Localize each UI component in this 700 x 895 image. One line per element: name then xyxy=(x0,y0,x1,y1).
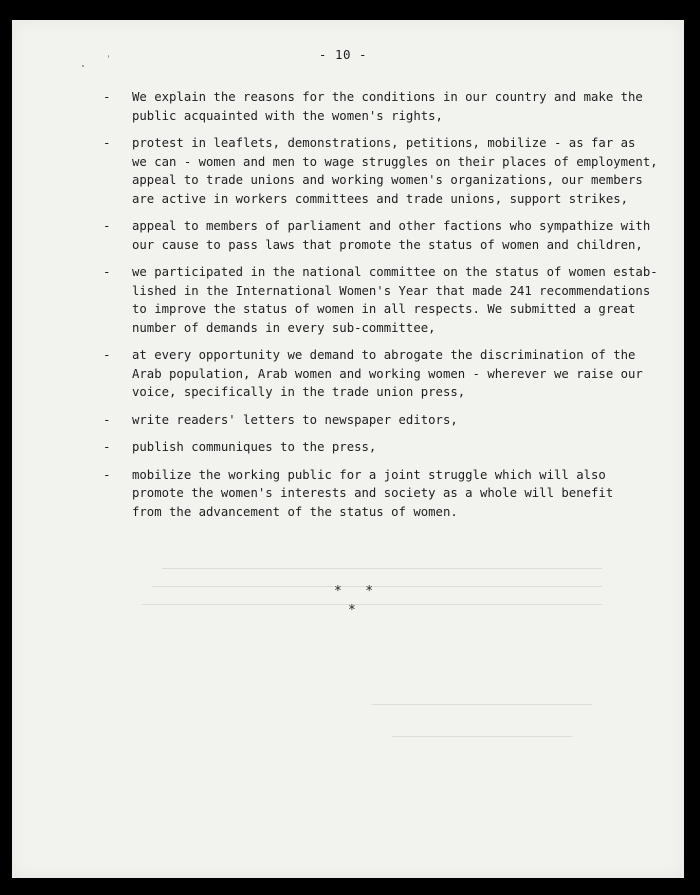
text-line: we participated in the national committee on the status of women estab- xyxy=(132,265,658,279)
bullet-dash: - xyxy=(103,347,111,362)
text-line: public acquainted with the women's rights, xyxy=(132,108,443,123)
text-line: are active in workers committees and trade unions, support strikes, xyxy=(132,191,629,206)
show-through-line xyxy=(142,604,602,605)
list-item-text xyxy=(132,466,613,522)
list-item-text xyxy=(132,346,643,402)
bullet-dash: - xyxy=(103,411,111,427)
text-line: mobilize the working public for a joint struggle which will also xyxy=(132,467,606,482)
text-line: our cause to pass laws that promote the status of women and children, xyxy=(132,237,643,252)
text-line: at every opportunity we demand to abrogate the discrimination of the xyxy=(132,348,636,362)
bullet-dash: - xyxy=(103,439,111,454)
text-line: publish communiques to the press, xyxy=(132,440,377,454)
list-item xyxy=(103,263,658,337)
list-item xyxy=(103,411,603,430)
list-item xyxy=(103,466,614,522)
bullet-list xyxy=(103,88,658,530)
text-line: number of demands in every sub-committee, xyxy=(132,320,436,335)
text-line: We explain the reasons for the conditions in our country and make the xyxy=(132,90,643,104)
list-item-text xyxy=(132,263,658,337)
list-item xyxy=(103,88,643,125)
list-item xyxy=(103,438,603,457)
show-through-line xyxy=(392,736,572,737)
show-through-line xyxy=(372,704,592,705)
bullet-dash: - xyxy=(103,218,111,233)
list-item-text xyxy=(132,411,603,430)
bullet-dash: - xyxy=(103,89,111,104)
paper-speck xyxy=(82,65,84,67)
text-line: from the advancement of the status of women. xyxy=(132,504,458,519)
text-line: lished in the International Women's Year that made 241 recommendations xyxy=(132,283,651,298)
text-line: promote the women's interests and society as a whole will benefit xyxy=(132,486,614,500)
separator-star-bottom: * xyxy=(348,603,356,618)
list-item-text xyxy=(132,217,650,254)
page-number: - 10 - xyxy=(318,47,368,62)
bullet-dash: - xyxy=(103,264,111,279)
separator-stars-top: * * xyxy=(334,584,374,599)
text-line: voice, specifically in the trade union press, xyxy=(132,385,466,399)
list-item-text xyxy=(132,88,643,125)
text-line: Arab population, Arab women and working women - wherever we raise our xyxy=(132,366,643,381)
list-item-text xyxy=(132,438,603,457)
show-through-line xyxy=(152,586,602,587)
list-item xyxy=(103,217,651,254)
text-line: protest in leaflets, demonstrations, petitions, mobilize - as far as xyxy=(132,136,636,150)
text-line: we can - women and men to wage struggles on their places of employment, xyxy=(132,154,658,169)
list-item xyxy=(103,346,643,402)
list-item xyxy=(103,134,658,208)
bullet-dash: - xyxy=(103,135,111,150)
text-line: appeal to members of parliament and other factions who sympathize with xyxy=(132,219,651,233)
list-item-text xyxy=(132,134,658,208)
text-line: to improve the status of women in all respects. We submitted a great xyxy=(132,302,636,316)
text-line: appeal to trade unions and working women's organizations, our members xyxy=(132,173,643,187)
bullet-dash: - xyxy=(103,466,111,482)
text-line: write readers' letters to newspaper editors, xyxy=(132,412,458,427)
show-through-line xyxy=(162,568,602,569)
